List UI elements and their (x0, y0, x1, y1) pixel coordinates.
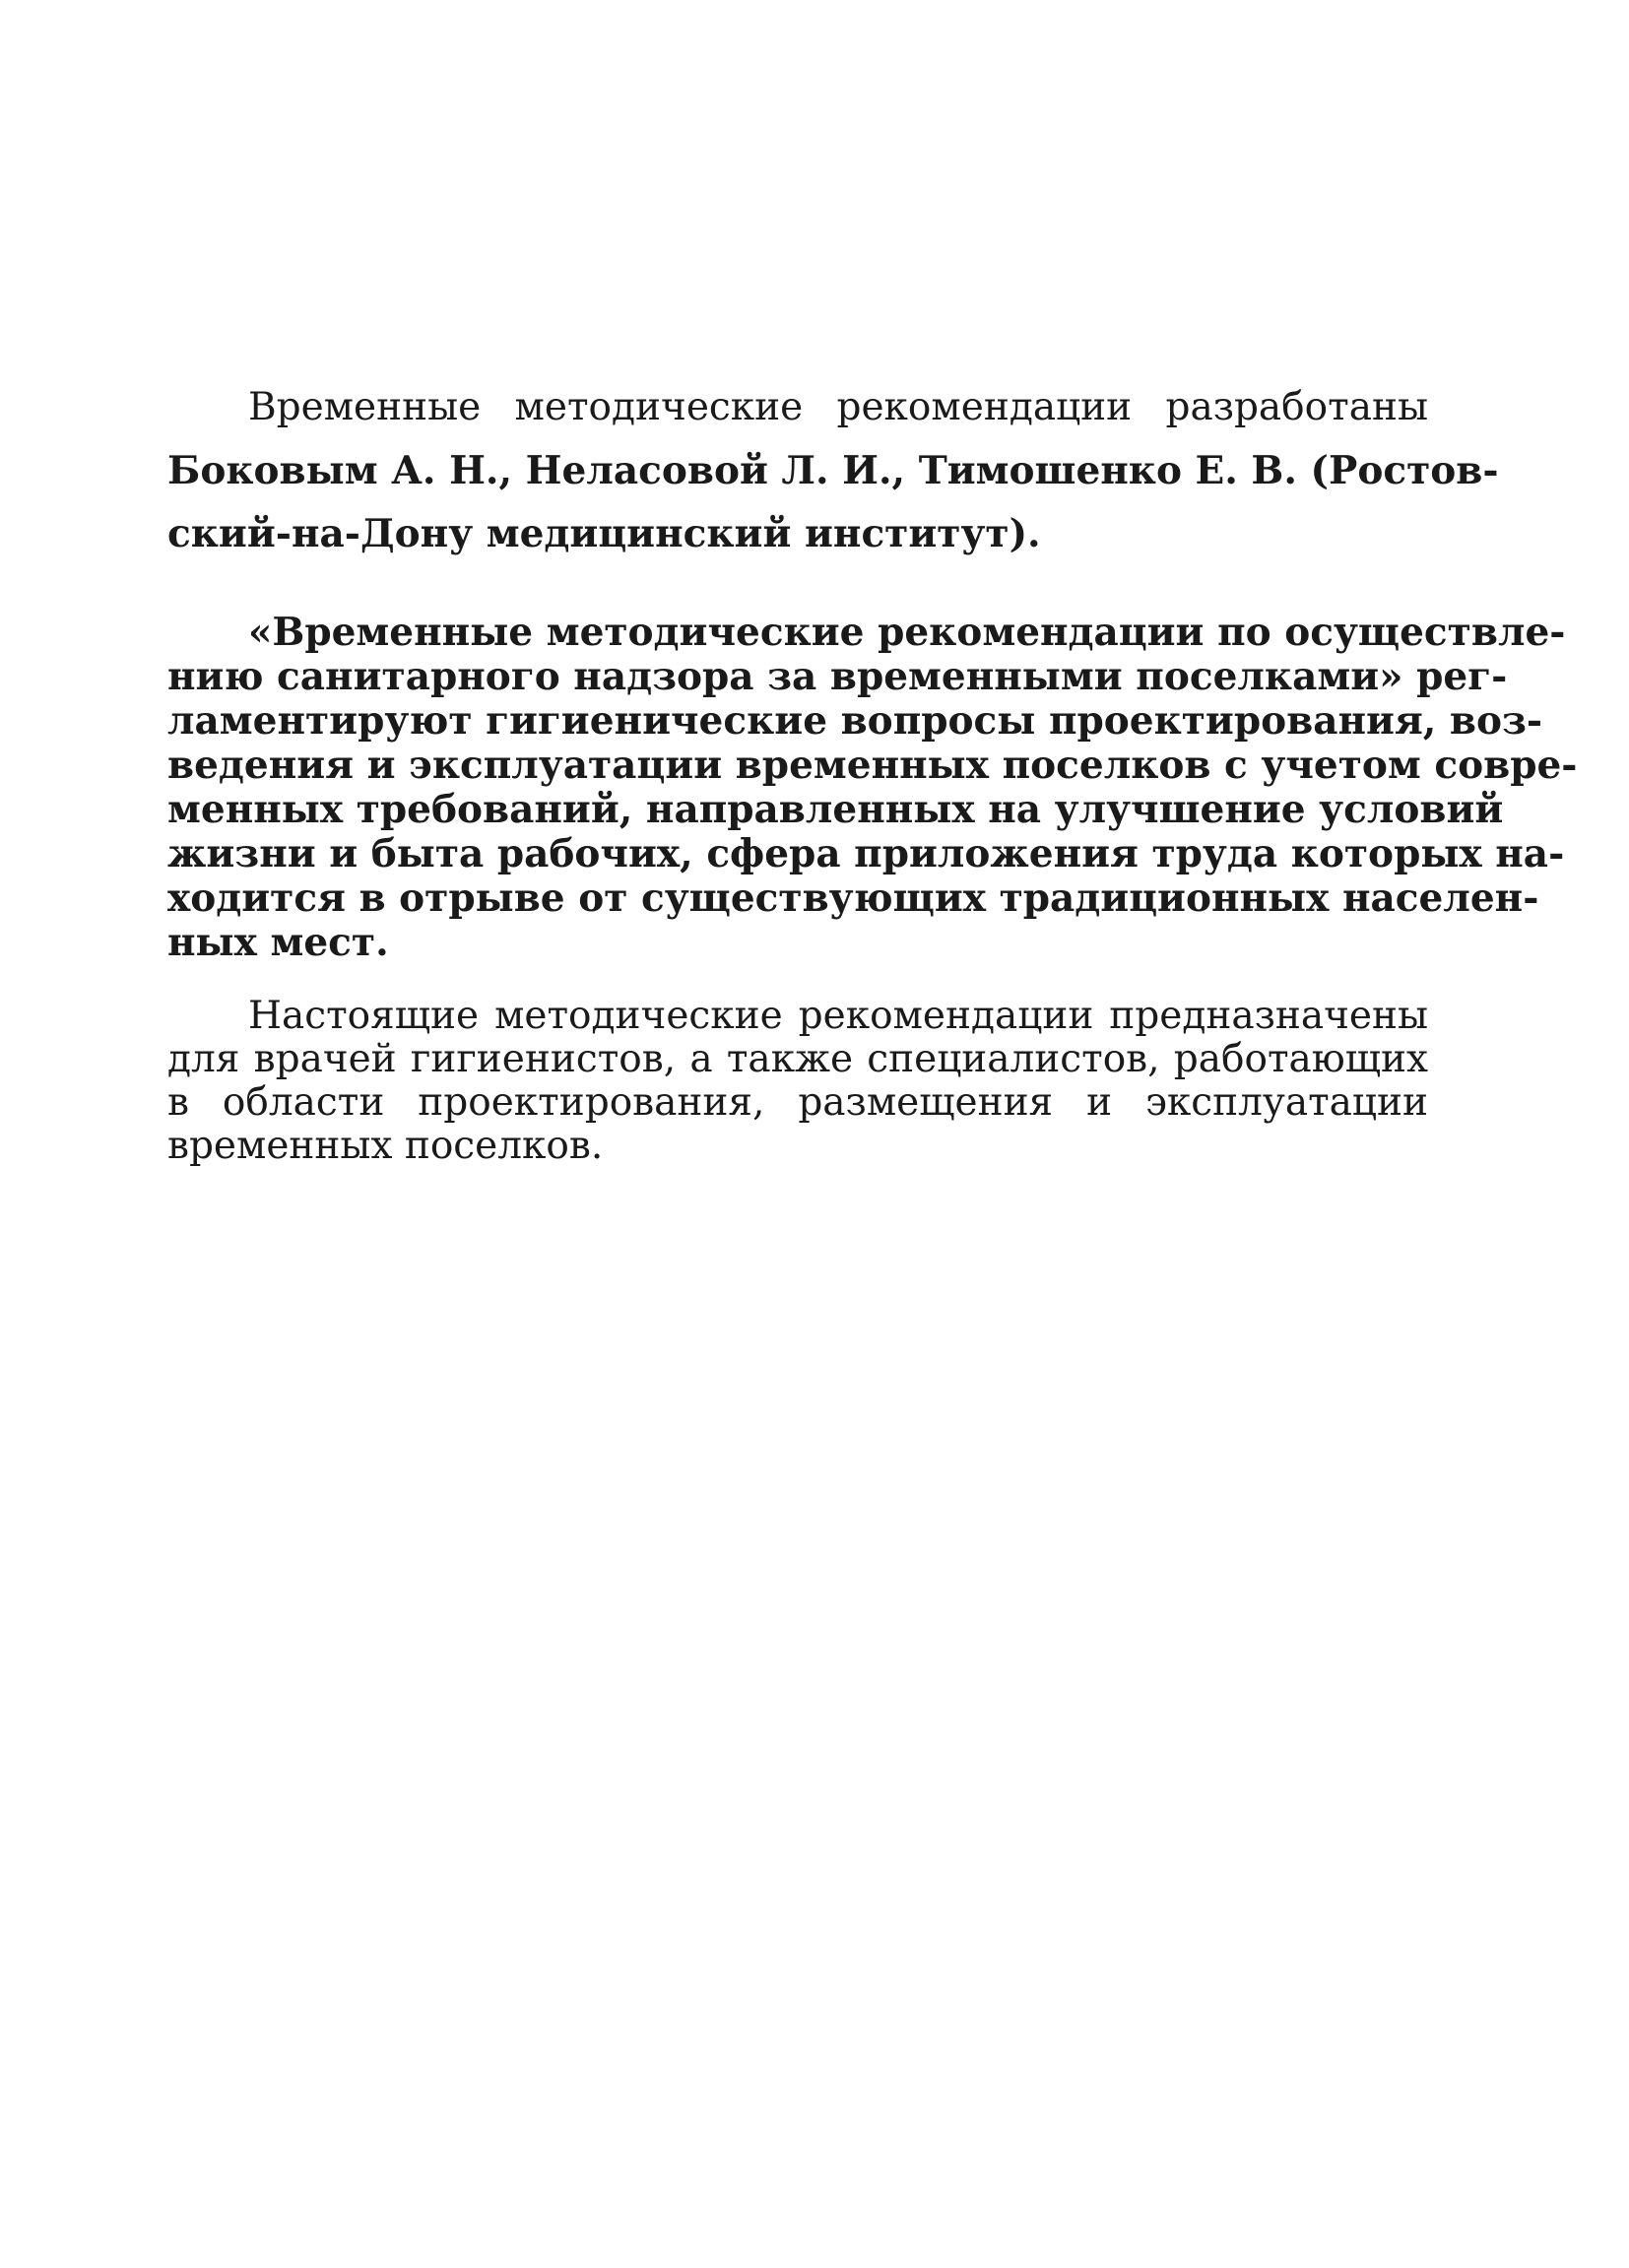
purpose-line: ведения и эксплуатации временных поселков с учетом совре- (167, 743, 1578, 788)
purpose-line: ных мест. (167, 920, 389, 965)
credits-paragraph (167, 376, 1499, 565)
purpose-line: жизни и быта рабочих, сфера приложения труда которых на- (167, 831, 1565, 876)
purpose-line: «Временные методические рекомендации по осуществле- (248, 610, 1566, 655)
purpose-line: нию санитарного надзора за временными поселками» рег- (167, 654, 1508, 699)
audience-paragraph (167, 995, 1428, 1168)
audience-line: в области проектирования, размещения и эксплуатации (167, 1080, 1428, 1125)
credits-line: Временные методические рекомендации разработаны (248, 385, 1428, 429)
purpose-line: менных требований, направленных на улучшение условий (167, 787, 1504, 832)
audience-line: Настоящие методические рекомендации предназначены (248, 994, 1428, 1038)
credits-institute-line: ский-на-Дону медицинский институт). (167, 511, 1041, 556)
purpose-line: ламентируют гигиенические вопросы проектирования, воз- (167, 698, 1543, 744)
purpose-line: ходится в отрыве от существующих традиционных населен- (167, 875, 1539, 921)
purpose-paragraph (167, 610, 1578, 965)
audience-line: временных поселков. (167, 1124, 604, 1168)
audience-line: для врачей гигиенистов, а также специалистов, работающих (167, 1037, 1428, 1081)
credits-authors-line: Боковым А. Н., Неласовой Л. И., Тимошенко Е. В. (Ростов- (167, 448, 1499, 493)
